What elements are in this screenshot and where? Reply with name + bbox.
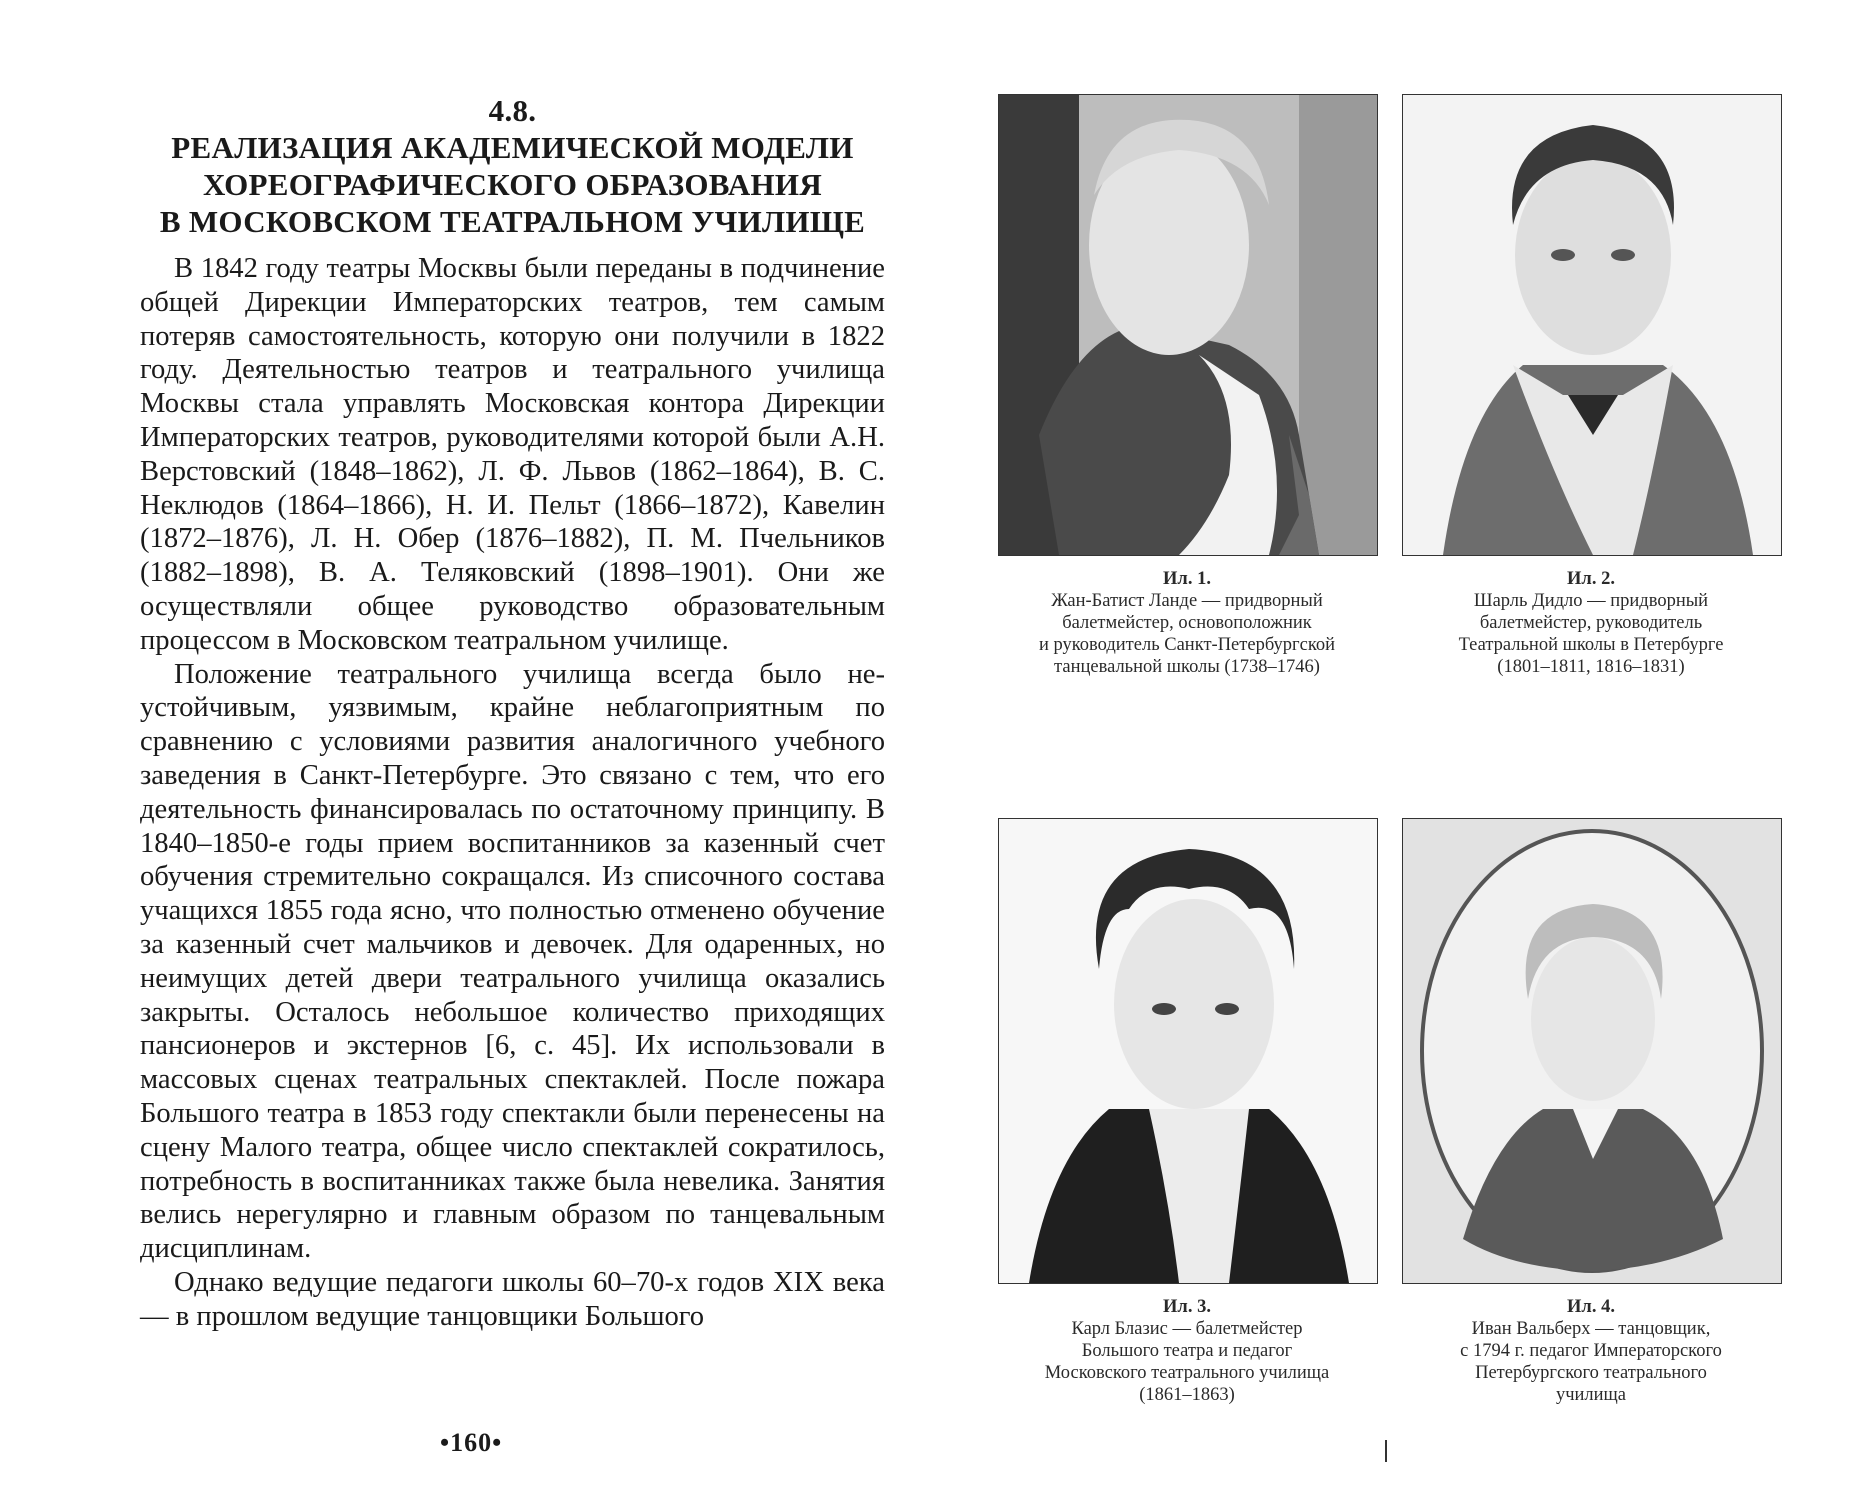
section-number: 4.8. [488, 93, 537, 128]
caption-1-label: Ил. 1. [1163, 569, 1211, 589]
section-title-line-2: ХОРЕОГРАФИЧЕСКОГО ОБРАЗОВАНИЯ [202, 167, 823, 202]
caption-4 [1389, 1296, 1793, 1406]
section-title-line-3: В МОСКОВСКОМ ТЕАТРАЛЬНОМ УЧИЛИЩЕ [159, 204, 866, 239]
section-title-line-1: РЕАЛИЗАЦИЯ АКАДЕМИЧЕСКОЙ МОДЕЛИ [171, 130, 854, 165]
portrait-valberkh [1402, 818, 1782, 1284]
page-number: •160• [440, 1428, 503, 1457]
caption-1-text: Жан-Батист Ланде — придворный балетмейстер, основоположник и руководитель Санкт-Петербургской танцевальной школы (1738–1746) [1038, 591, 1336, 677]
left-page [140, 92, 885, 1334]
caption-4-text: Иван Вальберх — танцовщик, с 1794 г. педагог Императорского Петербургского театрального училища [1460, 1319, 1722, 1405]
portrait-blasis [998, 818, 1378, 1284]
caption-2 [1389, 568, 1793, 678]
caption-2-label: Ил. 2. [1567, 569, 1615, 589]
caption-1 [985, 568, 1389, 678]
portrait-lande [998, 94, 1378, 556]
caption-2-text: Шарль Дидло — придворный балетмейстер, руководитель Театральной школы в Петербурге (1801–1811, 1816–1831) [1458, 591, 1724, 677]
caption-3 [985, 1296, 1389, 1406]
caption-3-text: Карл Блазис — балетмейстер Большого театра и педагог Московского театрального училища (1861–1863) [1044, 1319, 1330, 1405]
caption-3-label: Ил. 3. [1163, 1297, 1211, 1317]
paragraph-1: В 1842 году театры Москвы были переданы в подчинение общей Дирекции Императорских театров, тем самым потеряв самостоятельность, которую они получили в 1822 году. Деятельностью театров и театрального училища Москвы стала управлять Московская контора Дирекции Императорских театров, руководителями которой были А.Н. Верстовский (1848–1862), Л. Ф. Львов (1862–1864), В. С. Неклюдов (1864–1866), Н. И. Пельт (1866–1872), Кавелин (1872–1876), Л. Н. Обер (1876–1882), П. М. Пчельников (1882–1898), В. А. Теляковский (1898–1901). Они же осуществляли общее руководство образовательным процессом в Московском театральном училище. [140, 253, 885, 656]
section-heading [140, 92, 885, 240]
paragraph-3: Однако ведущие педагоги школы 60–70-х годов XIX века — в прошлом ведущие танцовщики Большого [140, 1266, 885, 1332]
caption-4-label: Ил. 4. [1567, 1297, 1615, 1317]
margin-mark [1385, 1440, 1387, 1462]
portrait-didelot [1402, 94, 1782, 556]
paragraph-2: Положение театрального училища всегда было неустойчивым, уязвимым, крайне неблагоприятным по сравнению с условиями развития аналогичного учебного заведения в Санкт-Петербурге. Это связано с тем, что его деятельность финансировалась по остаточному принципу. В 1840–1850-е годы прием воспитанников за казенный счет обучения стремительно сокращался. Из списочного состава учащихся 1855 года ясно, что полностью отменено обучение за казенный счет мальчиков и девочек. Для одаренных, но неимущих детей двери театрального училища оказались закрыты. Осталось небольшое количество приходящих пансионеров и экстернов [6, с. 45]. Их использовали в массовых сценах театральных спектаклей. После пожара Большого театра в 1853 году спектакли были перенесены на сцену Малого театра, общее число спектаклей сократилось, потребность в воспитанниках также была невелика. Занятия велись нерегулярно и главным образом по танцевальным дисциплинам. [140, 658, 885, 1265]
